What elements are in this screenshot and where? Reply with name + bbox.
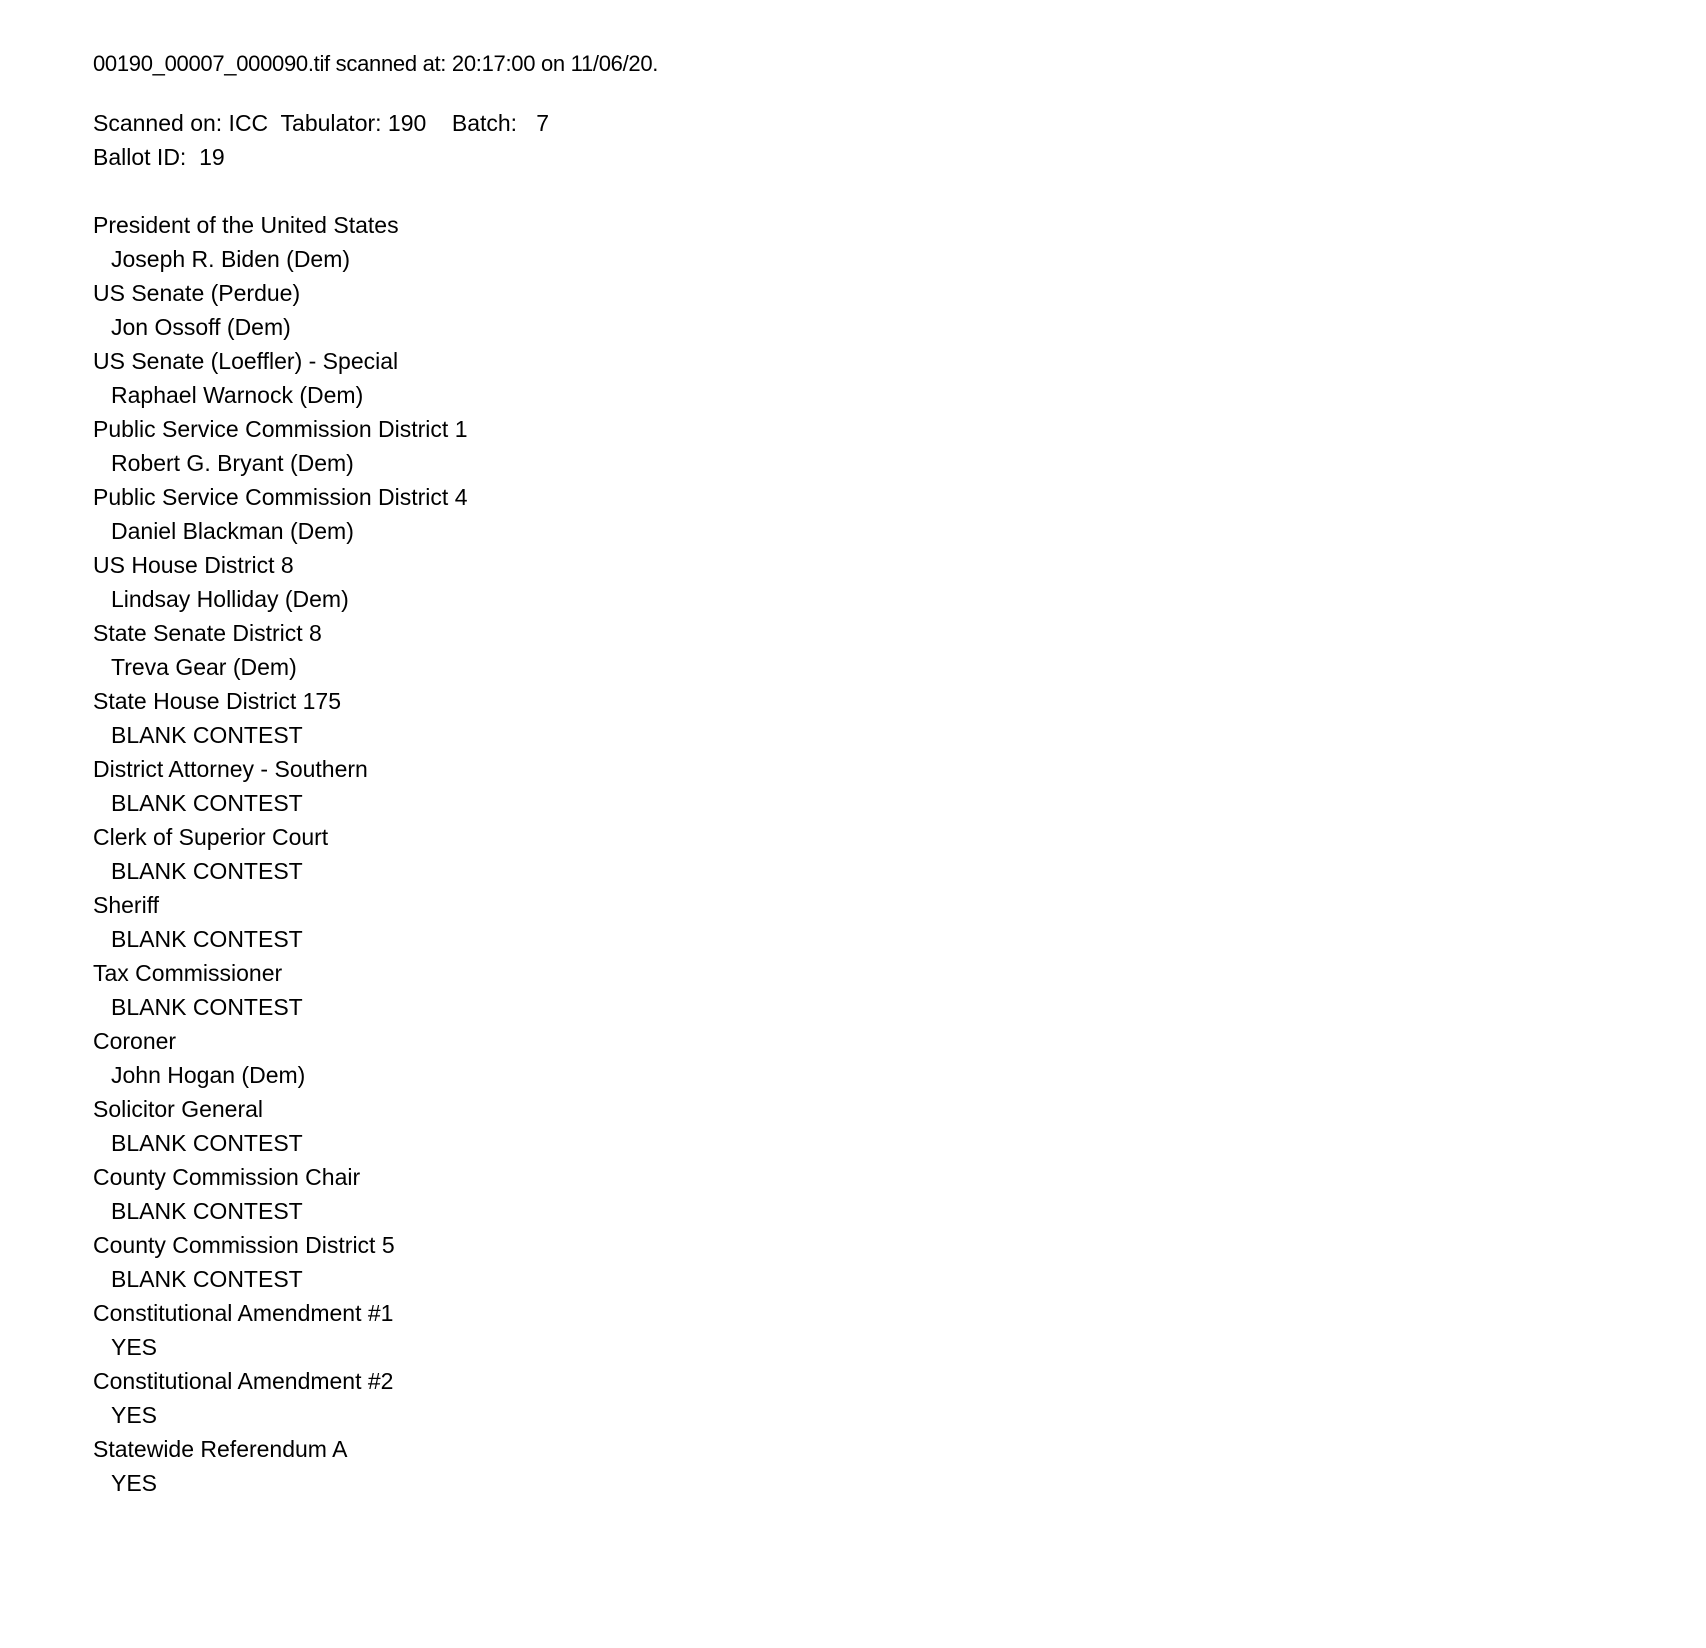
contest-title: US House District 8	[93, 552, 294, 578]
ballot-id-line: Ballot ID: 19	[93, 144, 225, 170]
contest-block	[93, 1296, 1706, 1364]
contest-title: US Senate (Loeffler) - Special	[93, 348, 399, 374]
contest-block	[93, 1160, 1706, 1228]
contest-title: President of the United States	[93, 212, 399, 238]
contest-selection: BLANK CONTEST	[111, 926, 303, 952]
contest-block	[93, 276, 1706, 344]
contest-title: County Commission Chair	[93, 1164, 361, 1190]
contest-selection: Lindsay Holliday (Dem)	[111, 586, 349, 612]
contest-block	[93, 888, 1706, 956]
contest-selection: BLANK CONTEST	[111, 1130, 303, 1156]
contest-selection: BLANK CONTEST	[111, 1198, 303, 1224]
contest-title: Solicitor General	[93, 1096, 264, 1122]
contest-block	[93, 1364, 1706, 1432]
contest-block	[93, 820, 1706, 888]
contest-selection: YES	[111, 1470, 158, 1496]
contest-block	[93, 208, 1706, 276]
contest-selection: BLANK CONTEST	[111, 994, 303, 1020]
contest-title: Public Service Commission District 1	[93, 416, 468, 442]
contest-block	[93, 1228, 1706, 1296]
contest-block	[93, 1024, 1706, 1092]
contest-title: Constitutional Amendment #2	[93, 1368, 394, 1394]
contest-selection: Raphael Warnock (Dem)	[111, 382, 364, 408]
contest-title: Public Service Commission District 4	[93, 484, 468, 510]
contest-selection: Robert G. Bryant (Dem)	[111, 450, 354, 476]
contest-selection: BLANK CONTEST	[111, 1266, 303, 1292]
contest-block	[93, 752, 1706, 820]
contest-selection: Daniel Blackman (Dem)	[111, 518, 354, 544]
contest-selection: YES	[111, 1402, 158, 1428]
contest-selection: BLANK CONTEST	[111, 722, 303, 748]
contest-block	[93, 956, 1706, 1024]
contest-block	[93, 1432, 1706, 1500]
contest-selection: YES	[111, 1334, 158, 1360]
contest-title: State Senate District 8	[93, 620, 322, 646]
contest-block	[93, 548, 1706, 616]
scan-filename-line: 00190_00007_000090.tif scanned at: 20:17:00 on 11/06/20.	[93, 51, 659, 76]
contest-title: County Commission District 5	[93, 1232, 395, 1258]
contest-title: District Attorney - Southern	[93, 756, 368, 782]
contest-title: Tax Commissioner	[93, 960, 283, 986]
contest-title: Constitutional Amendment #1	[93, 1300, 394, 1326]
contest-title: Clerk of Superior Court	[93, 824, 329, 850]
contest-selection: BLANK CONTEST	[111, 858, 303, 884]
contest-selection: BLANK CONTEST	[111, 790, 303, 816]
contest-selection: Joseph R. Biden (Dem)	[111, 246, 351, 272]
contest-title: State House District 175	[93, 688, 342, 714]
contest-selection: Treva Gear (Dem)	[111, 654, 297, 680]
contest-title: Statewide Referendum A	[93, 1436, 348, 1462]
contest-title: US Senate (Perdue)	[93, 280, 301, 306]
contest-list	[93, 208, 1706, 1500]
contest-block	[93, 616, 1706, 684]
contest-block	[93, 412, 1706, 480]
contest-block	[93, 480, 1706, 548]
contest-block	[93, 1092, 1706, 1160]
scan-info-line: Scanned on: ICC Tabulator: 190 Batch: 7	[93, 110, 550, 136]
contest-selection: Jon Ossoff (Dem)	[111, 314, 291, 340]
contest-title: Coroner	[93, 1028, 177, 1054]
contest-block	[93, 344, 1706, 412]
contest-selection: John Hogan (Dem)	[111, 1062, 306, 1088]
contest-block	[93, 684, 1706, 752]
contest-title: Sheriff	[93, 892, 160, 918]
